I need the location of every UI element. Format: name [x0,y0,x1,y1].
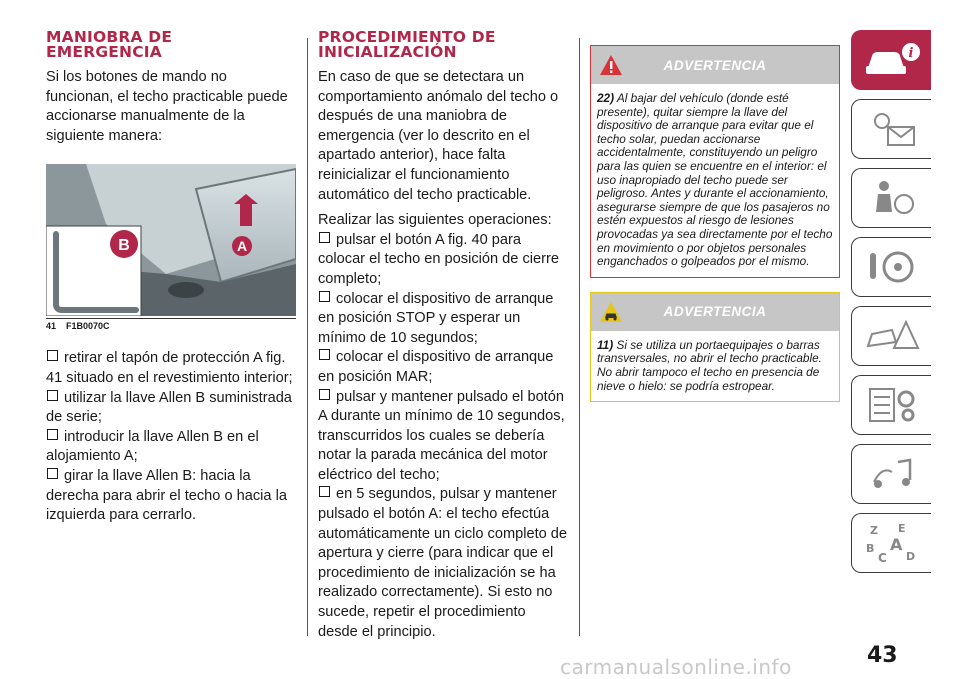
list-item: retirar el tapón de protección A fig. 41 situado en el revestimiento interior; [46,350,293,386]
column-emergency [46,30,296,526]
list-item: pulsar el botón A fig. 40 para colocar el techo en posición de cierre completo; [318,231,559,287]
maintenance-checklist-icon [862,383,922,427]
page-number: 43 [867,643,898,668]
car-info-icon [862,38,922,82]
column-divider [307,38,308,636]
svg-text:A: A [889,535,902,554]
warning-header [591,293,839,331]
seat-safety-icon [862,176,922,220]
label-a: A [236,238,248,255]
list-item: introducir la llave Allen B en el alojamiento A; [46,428,259,465]
checkbox-bullet-icon [47,468,58,479]
warning-title: ADVERTENCIA [663,57,767,73]
checkbox-bullet-icon [319,232,330,243]
chapter-sidebar [851,30,931,582]
svg-text:C: C [877,551,887,565]
column-warnings [590,45,840,416]
heading-emergency: MANIOBRA DE EMERGENCIA [46,28,173,61]
svg-text:D: D [905,550,915,563]
svg-text:E: E [897,522,906,535]
warning-triangle-icon [599,54,623,76]
sunroof-illustration [46,164,296,316]
sidebar-tab-driving[interactable] [851,237,931,297]
label-b: B [118,237,130,255]
sidebar-tab-car-info[interactable] [851,30,931,90]
heading-initialization: PROCEDIMIENTO DE INICIALIZACIÓN [318,28,496,61]
alphabet-index-icon [862,518,922,568]
sidebar-tab-maintenance[interactable] [851,375,931,435]
warning-text: Al bajar del vehículo (donde esté presente), quitar siempre la llave del dispositivo de arranque para evitar que el techo solar, puedan accionarse accidentalmente, constituyendo un peligro para las quien se encuentre en el interior: el uso inapropiado del techo puede ser peligroso. Antes y durante el accionamiento, asegurarse siempre de que los pasajeros no estén expuestos al riesgo de lesiones provocadas ya sea directamente por el techo en movimiento o por objetos personales enganchados o golpeados por el mismo. [597,91,833,269]
sidebar-tab-multimedia[interactable] [851,444,931,504]
svg-text:B: B [865,542,874,555]
emergency-intro: Si los botones de mando no funcionan, el techo practicable puede accionarse manualmente de la siguiente manera: [46,69,288,144]
emergency-steps [46,349,296,525]
multimedia-icon [862,452,922,496]
figure-code: F1B0070C [66,321,110,332]
column-initialization [318,30,568,642]
watermark: carmanualsonline.info [560,655,792,679]
list-item: colocar el dispositivo de arranque en posición MAR; [318,349,554,385]
svg-text:i: i [908,46,913,61]
list-item: en 5 segundos, pulsar y mantener pulsado el botón A: el techo efectúa automáticamente un ciclo completo de apertura y cierre (para indicar que el procedimiento de inicialización se ha realizado correctamente). Si esto no sucede, repetir el procedimiento desde el principio. [318,486,568,640]
warning-text: Si se utiliza un portaequipajes o barras transversales, no abrir el techo practicable. No abrir tampoco el techo en presencia de nieve o hielo: se podría estropear. [597,337,822,393]
sidebar-tab-emergency[interactable] [851,306,931,366]
checkbox-bullet-icon [47,390,58,401]
checkbox-bullet-icon [319,486,330,497]
warning-body [591,331,839,401]
list-item: utilizar la llave Allen B suministrada de serie; [46,389,292,426]
warning-header [591,46,839,84]
checkbox-bullet-icon [319,349,330,360]
figure-caption [46,318,296,331]
sidebar-tab-dashboard[interactable] [851,99,931,159]
operations-intro: Realizar las siguientes operaciones: [318,212,552,229]
list-item: pulsar y mantener pulsado el botón A durante un mínimo de 10 segundos, transcurridos los cuales se debería notar la parada mecánica del motor eléctrico del techo; [318,388,565,483]
checkbox-bullet-icon [319,389,330,400]
warning-number: 11) [597,337,614,352]
warning-box-11 [590,292,840,402]
column-divider [579,38,580,636]
figure-41-sunroof [46,164,296,316]
steering-wheel-icon [862,245,922,289]
checkbox-bullet-icon [319,291,330,302]
figure-number: 41 [46,321,57,332]
warning-box-22 [590,45,840,278]
checkbox-bullet-icon [47,350,58,361]
initialization-steps [318,231,568,642]
car-warning-icon [599,301,623,323]
list-item: colocar el dispositivo de arranque en posición STOP y esperar un mínimo de 10 segundos; [318,290,554,346]
warning-number: 22) [597,91,615,105]
initialization-intro: En caso de que se detectara un comportamiento anómalo del techo o después de una maniobra de emergencia (ver lo descrito en el apartado anterior), hace falta reinicializar el funcionamiento automático del techo practicable. [318,69,559,203]
dashboard-lights-icon [862,107,922,151]
warning-title: ADVERTENCIA [663,304,767,320]
sidebar-tab-safety[interactable] [851,168,931,228]
list-item: girar la llave Allen B: hacia la derecha para abrir el techo o hacia la izquierda para cerrarlo. [46,467,287,524]
sidebar-tab-index[interactable] [851,513,931,573]
checkbox-bullet-icon [47,429,58,440]
car-accident-icon [862,314,922,358]
warning-body [591,84,839,277]
svg-text:Z: Z [869,524,878,537]
